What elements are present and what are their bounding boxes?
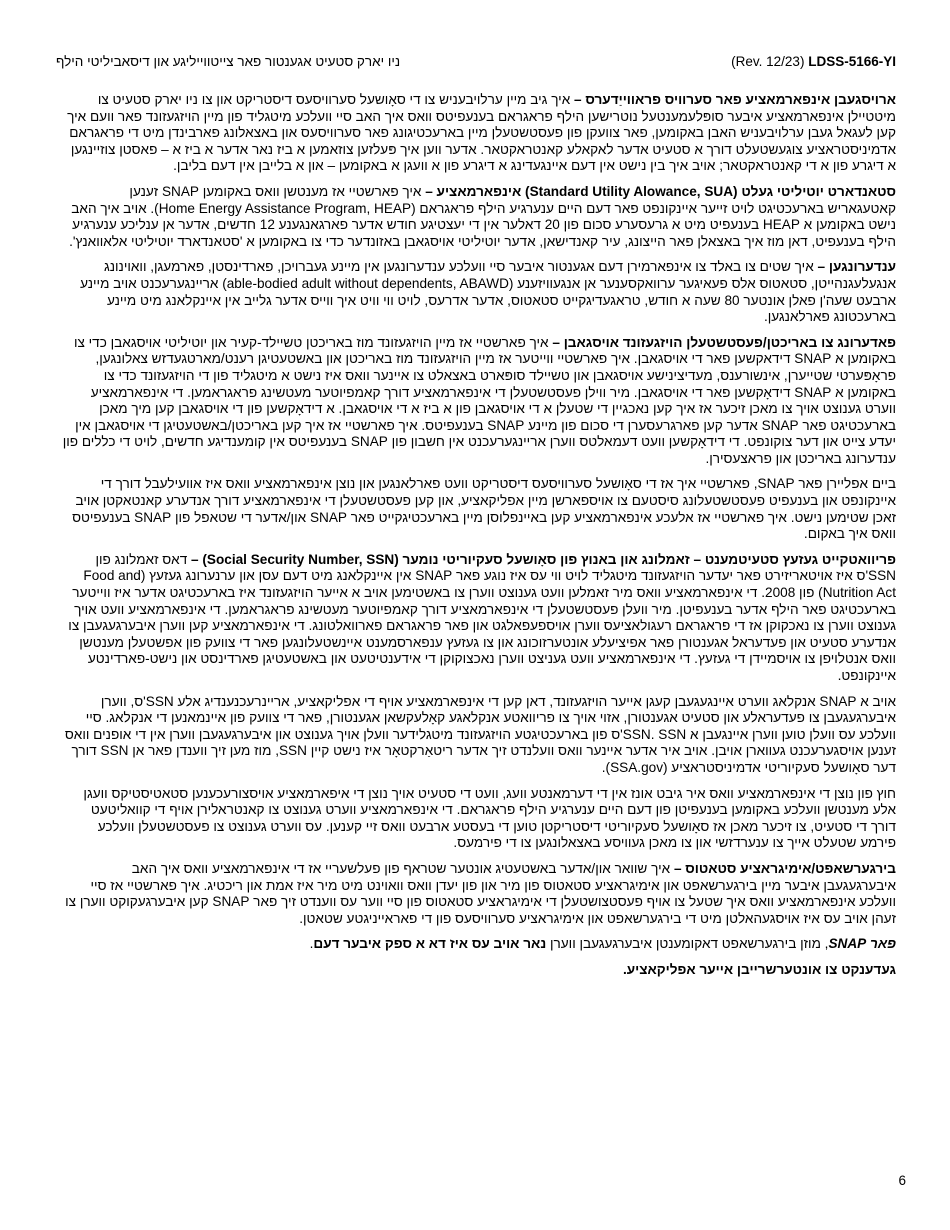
section-heading: ארויסגעבן אינפארמאציע פאר סערוויס פראווייַדערס – [574,92,896,107]
section-provider-info [62,92,896,175]
section-text: דאס זאמלונג פון SSN'ס איז אויטאריזירט פאר יעדער הויזגעזונד מיטגליד לויט ווי עס איז נוגע פאר SNAP אין איינקלאנג מיט דעם עסן און ערנערונג געזעץ (Food and Nutrition Act) פון 2008. די אינפארמאציע וואס מיר זאמלען וועט גענוצט ווערן צו באשטימען אויב א אייער הויזגעזונד איז בארעכטיגט אדער איז ווייטער בארעכטיגט פאר הילף אדער בענעפיטן. מיר וועלן פעסטשטעלן די אינפארמאציע דורך קאמפיוטער מעטשינג פראגראמען. די אינפארמאציע וועט אויך גענוצט ווערן צו נאכקוקן אז די פראגראם רעגולאציעס ווערן אויספעפאלגט און פאר פראגראם פארוואלטונג. די אינפארמאציע קען ווערן איבערגעגעבן צו אנדערע סטעיט און פעדעראל אגענטורן פאר אפיציעלע אונטערזוכונג און צו געזעץ ענפארסמענט איינשטעלונגען פאר די צוועק פון אפשטעלן מענטשן וואס אנטלויפן צו אויסמיידן די געזעץ. די אינפארמאציע וועט געניצט ווערן נאכצוקוקן די אידענטיטעט און באשטעטיגן פארדינסט און נישט-פארדינטע איינקונפט. [68,551,896,683]
section-text: איך שטים צו באלד צו אינפארמירן דעם אגענטור איבער סיי וועלכע ענדערונגען אין מיינע געברויכן, פארדינסטן, פארמעגן, וואוינונג אנגעלעגנהייטן, סטאטוס אלס פעאיגער ערוואקסענער אן אנגעוויזענע (able-bodied adult without dependents, ABAWD) אריינגערעכנט אויב מיינע ארבעט שעה'ן פאלן אונטער 80 שעה א חודש, טראגעדיגקייט סטאטוס, אדער אדרעס, לויט ווי וויט איך ווייס אדער גלייב אין איינקלאנג מיט מיינע בארעכטונג פארלאנגען. [80,259,896,325]
document-body [62,92,896,988]
form-code: LDSS-5166-YI [808,54,896,69]
section-text: איך גיב מיין ערלויבעניש צו די סאָושעל סערוויסעס דיסטריקט און צו ניו יארק סטעיט צו מיטטיילן אינפארמאציע איבער סופּלעמענטעל נוטרישען הילף פראגראם בענעפיטס וואס איך האב סיי וועלכע מיטגליד פון מיין הויזגעזונד פאר וועם איך קען לעגאל געבן ערלויבעניש האבן באקומען, פאר צוועקן פון פעסטשטעלן מיין בארעכטיגונג פאר סערוויסעס און באצאלונג פארבינדן מיט די פראגראם אדמיניסטראציע צוגעשטעלט דורך א סטעיט אדער לאקאלע קאנטראקטאר. אדער ווען איך פּעלזען צוזאמען א ביז נאר אדער א ביז א – פאסטן צוזיינגען א דיגרע פון א די קאנטראקטאר; אויב איך בין נישט אין דעם איינגעדינג א דיגרע פון א וועגן א באקומען – און א בלייבן אין דעם בליבן. [67,92,896,174]
section-text: אויב א SNAP אנקלאג ווערט איינגעגעבן קעגן אייער הויזגעזונד, דאן קען די אינפארמאציע אויף די אפליקאציע, אריינרעכנענדיג אלע SSN'ס, ווערן איבערגעגעבן צו פעדעראלע און סטעיט אגענטורן, אזוי אויך צו פריוואטע אנקלאגע קאָלעקשאן אגענטורן, פאר די צוועק פון איינמאנען די אנקלאג. סיי וועלכע עס וועלן טוען ווערן איינגעבן א SSN. SSN'ס פון בארעכטיגטע הויזגעזונד מיטגלידער וועלן אויך גענוצט און איבערגעגעבן ווערן אין די אופנים וואס זענען אויסגערעכנט געווארן אויבן. אויב איר אדער איינער וואס וועלנדט זיך אדער ריטאַרקטאָר איז נישט קיין SSN, מוז מען זיך ווענדן פאר אן SSN דורך דער סאָושעל סעקיוריטי אדמיניסטראציע (SSA.gov). [64,693,896,775]
section-heading: ענדערונגען – [817,259,896,275]
section-text: חוץ פון נוצן די אינפארמאציע וואס איר גיבט אונז אין די דערמאנטע וועג, וועט די סטעיט אויך נוצן די איפארמאציע אויסצורעכענען סטאטיסטיקס וועגן אלע מענטשן וועלכע באקומען בענעפיטן פון דעם היים ענערגיע הילף פראגראם. די אינפארמאציע ווערט גענוצט צו קאנטראלירן אויף די קוואליטעט דורך די סטעיט, צו זיכער מאכן אז סאָושעל סעקיוריטי דיסטריקטן טוען די בעסטע ארבעט וואס זיי קענען. עס ווערט גענוצט צו פעסטשטעלן וועלכע פירמע שטעלט אייך צו ענערדזשי און צו מאכן געוויסע באצאלונגען צו די פירמעס. [83,785,896,851]
section-text: איך פארשטיי אז מיין הויזגעזונד מוז באריכטן טשיילד-קעיר און יוטיליטי אויסגאבן כדי צו באקומען א SNAP דידאקשען פאר די אויסגאבן. איך פארשטיי ווייטער אז מיין הויזגעזונד מוז באריכטן און באשטעטיגן רענט/מארטגעדזש צאלונגען, פראָפּערטי שטייערן, אינשורענס, מעדיצינישע אויסגאבן און טשיילד סופּארט באצאלט צו איינער וואס איז נישט א מיטגליד פון די הויזגעזונד כדי צו באקומען א SNAP דידאָקשען פאר די אויסגאבן. מיר ווילן פעסטשטעלן די אינפארמאציע דורך קאמפיוטער מעטשינג פראגראמען. די אינפארמאציע ווערט גענוצט אויך צו מאכן זיכער אז איך קען נאכגיין די שטעלן א די אויסגאבן פון א ביז א די אויסגאבן. א דידאָקשען פון די אויסגאבן קען מיך מאכן בארעכטיגט פאר SNAP אדער קען פארגרעסערן די סכום פון מיינע SNAP בענעפיטס. איך פארשטיי אז איך קען באריכטן/באשטעטיגן די אויסגאבן אין יעדע צייט און דער צוקונפט. די דידאָקשען וועט דעמאלטס ווערן אריינגערעכנט אין חשבון פון SNAP בענעפיטס אין קומענדיגע חדשים, לויט די כללים פון ענדערונג באריכטן און פראצעסירן. [62,334,896,466]
section-heading: בירגערשאפט/אימיגראציע סטאטוס – [673,860,896,876]
sign-reminder-text: געדענקט צו אונטערשרייבן אייער אפליקאציע. [622,961,896,977]
form-rev: (Rev. 12/23) [731,54,805,69]
closing-prefix: פאר SNAP [828,936,896,952]
section-heading: פאדערונג צו באריכטן/פעסטשטעלן הויזגעזונד אויסגאבן – [552,334,896,350]
section-heading: סטאנדארט יוטיליטי געלט (Standard Utility Alowance, SUA) אינפארמאציע – [425,183,896,199]
agency-title: ניו יארק סטעיט אגענטור פאר צייטווייליגע און דיסאביליטי הילף [56,54,401,69]
section-privacy [62,552,896,685]
form-id [731,54,896,69]
section-statistics [62,786,896,852]
sign-reminder [62,962,896,979]
closing-mid: , מוזן בירגערשאפט דאקומענטן איבערגעגעבן ווערן [546,936,829,952]
closing-bold: נאר אויב עס איז דא א ספק איבער דעם [313,936,547,952]
section-verification [62,476,896,542]
section-changes [62,259,896,325]
section-heading: פריוואטקייט געזעץ סטעיטמענט – זאמלונג און באנוץ פון סאָושעל סעקיוריטי נומער (Social Security Number, SSN) – [191,551,896,567]
section-expenses [62,335,896,468]
closing-end: . [309,936,314,952]
section-text: איך פארשטיי אז מענטשן וואס באקומען SNAP זענען קאטעגאריש בארעכטיגט לויט זייער איינקונפט פאר דעם היים ענערגיע הילף פראגראם (Home Energy Assistance Program, HEAP). אויב איך האב נישט באקומען א HEAP בענעפיט מיט א גרעסערע סכום פון 20 דאלער אין די יעצטיגע חודש אדער פארגאנגענע 12 חדשים, אדער אן ענליכע ענערגיע הילף בענעפיט, דאן מוז איך באצאלן פאר הייצונג, עיר קאנדישאן, אדער יוטיליטי אויסגאבן באזונדער כדי צו באקומען א 'סטאנדארד יוטיליטי אלאוואנץ'. [69,183,896,249]
page-number: 6 [898,1173,906,1188]
section-citizenship [62,861,896,927]
section-text: איך שוואר און/אדער באשטעטיג אונטער שטראף פון פעלשעריי אז די אינפארמאציע וואס איך האב איבערגעגעבן איבער מיין בירגערשאפט און אימיגראציע סטאטוס פון מיר און פון יעדן וואס וואוינט מיט מיר איז אמת און ריכטיג. איך פארשטיי אז סיי וועלכע אינפארמאציע וואס איך שטעל צו אויף פעסטצושטעלן די אימיגראציע סטאטוס פון סיי ווער עס ווענדט זיך פאר SNAP קען איבערגעקוקט ווערן צו זעהן אויב עס איז אויסגעהאלטן מיט די בירגערשאפט און אימיגראציע סערוויסעס פון די פאראייניגטע שטאטן. [65,860,896,926]
section-text: ביים אפליירן פאר SNAP, פארשטיי איך אז די סאָושעל סערוויסעס דיסטריקט וועט פארלאנגען און נוצן אינפארמאציע וואס איז אוועילעבל דורך די איינקונפט און בענעפיט פעסטשטעלונג סיסטעם צו אויספארשן מיין אפליקאציע, און קען פעסטשטעלן די אינפארמאציע דורך אנדערע קאנטאקטן אויב זאכן שטימען נישט. איך פארשטיי אז אלעכע אינפארמאציע קען באיינפלוסן מיין בארעכטיגקייט פאר SNAP און/אדער די שטאפל פון SNAP בענעפיטס וואס איך באקום. [72,476,896,542]
section-claim [62,694,896,777]
closing-note [62,936,896,953]
section-sua [62,184,896,250]
page-header [56,54,896,74]
